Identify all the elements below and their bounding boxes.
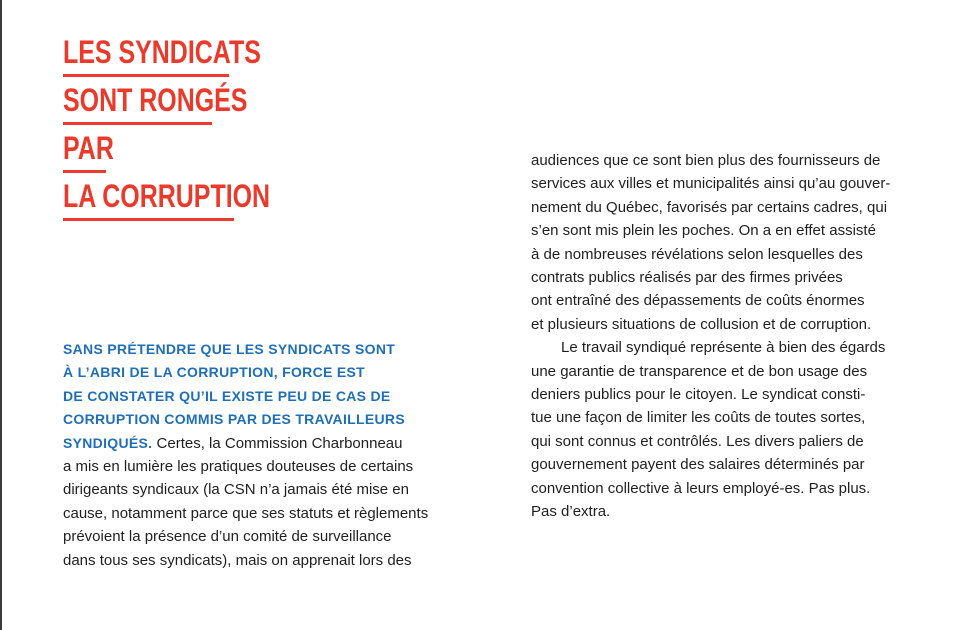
body-line: qui sont connus et contrôlés. Les divers paliers de	[531, 432, 864, 450]
title-line: LES SYNDICATS	[63, 34, 261, 70]
left-column	[63, 338, 463, 572]
body-line: prévoient la présence d’un comité de surveillance	[63, 528, 392, 546]
paragraph-2	[531, 336, 921, 523]
title-underline	[63, 170, 106, 173]
body-line: contrats publics réalisés par des firmes privées	[531, 269, 843, 287]
title-underline	[63, 74, 229, 77]
title-line: LA CORRUPTION	[63, 178, 271, 214]
lead-line: SANS PRÉTENDRE QUE LES SYNDICATS SONT	[63, 341, 396, 357]
paragraph-1	[531, 149, 921, 336]
body-line: tue une façon de limiter les coûts de toutes sortes,	[531, 409, 866, 427]
body-line: deniers publics pour le citoyen. Le syndicat consti-	[531, 386, 866, 404]
body-line: à de nombreuses révélations selon lesquelles des	[531, 245, 863, 263]
body-line: Le travail syndiqué représente à bien des égards	[561, 339, 886, 357]
lead-line: À L’ABRI DE LA CORRUPTION, FORCE EST	[63, 364, 365, 381]
body-line: gouvernement payent des salaires déterminés par	[531, 456, 865, 474]
body-fragment: Certes, la Commission Charbonneau	[152, 434, 403, 452]
body-line: nement du Québec, favorisés par certains cadres, qui	[531, 198, 888, 216]
body-line: a mis en lumière les pratiques douteuses de certains	[63, 458, 414, 476]
title-underline	[63, 218, 234, 221]
body-line: dans tous ses syndicats), mais on apprenait lors des	[63, 551, 412, 569]
title-underline	[63, 122, 212, 125]
body-line: une garantie de transparence et de bon usage des	[531, 362, 868, 380]
title-row	[63, 180, 328, 228]
title-row	[63, 36, 328, 84]
body-line: cause, notamment parce que ses statuts et règlements	[63, 504, 429, 522]
title-line: SONT RONGÉS	[63, 82, 248, 118]
body-line: services aux villes et municipalités ainsi qu’au gouver-	[531, 175, 891, 193]
body-line: dirigeants syndicaux (la CSN n’a jamais été mise en	[63, 481, 409, 499]
title-row	[63, 84, 328, 132]
lead-fragment: SYNDIQUÉS.	[63, 434, 153, 451]
page-title	[63, 36, 328, 228]
title-row	[63, 132, 328, 180]
body-line: et plusieurs situations de collusion et de corruption.	[531, 315, 872, 333]
mixed-line	[63, 432, 463, 455]
lead-line: DE CONSTATER QU’IL EXISTE PEU DE CAS DE	[63, 387, 391, 404]
body-line: convention collective à leurs employé-es. Pas plus.	[531, 479, 871, 497]
body-line: Pas d’extra.	[531, 503, 611, 521]
title-line: PAR	[63, 130, 114, 166]
body-line: audiences que ce sont bien plus des fournisseurs de	[531, 152, 881, 169]
page-edge	[0, 0, 2, 630]
right-column	[531, 149, 921, 524]
body-line: s’en sont mis plein les poches. On a en effet assisté	[531, 222, 876, 240]
lead-line: CORRUPTION COMMIS PAR DES TRAVAILLEURS	[63, 411, 405, 428]
body-line: ont entraîné des dépassements de coûts énormes	[531, 292, 865, 310]
